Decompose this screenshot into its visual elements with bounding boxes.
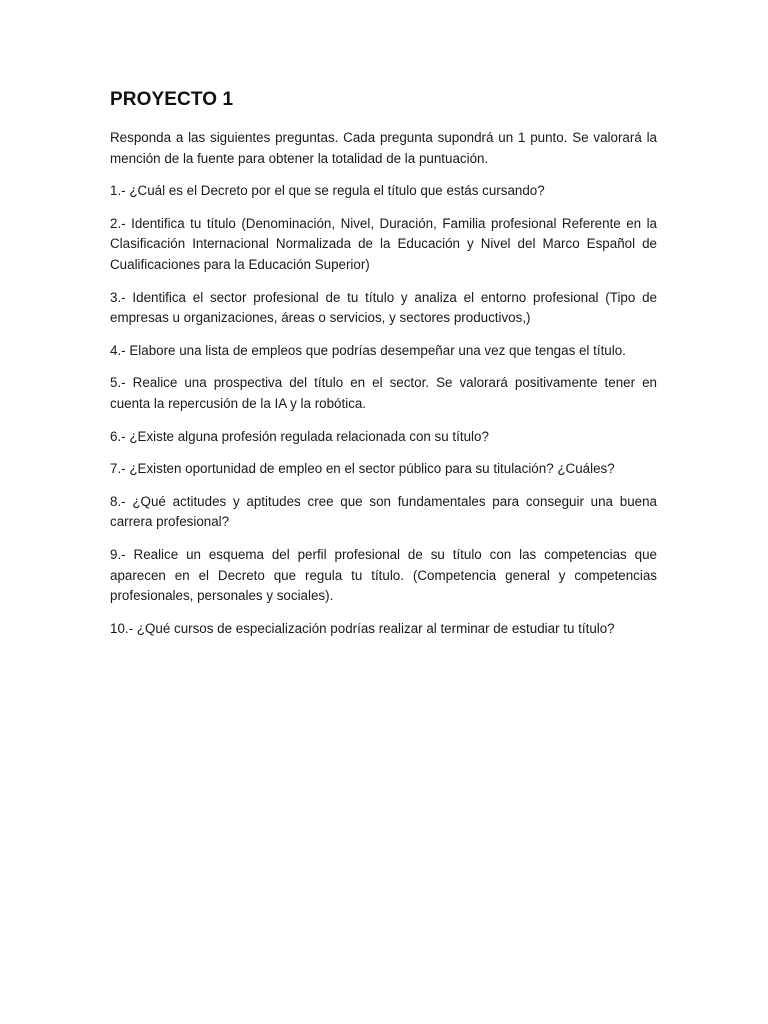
question-3: 3.- Identifica el sector profesional de tu título y analiza el entorno profesional (Tipo de empresas u organizaciones, áreas o servicios, y sectores productivos,) <box>110 289 657 326</box>
intro-paragraph: Responda a las siguientes preguntas. Cada pregunta supondrá un 1 punto. Se valorará la mención de la fuente para obtener la totalidad de la puntuación. <box>110 130 657 166</box>
question-4: 4.- Elabore una lista de empleos que podrías desempeñar una vez que tengas el título. <box>110 342 626 358</box>
document-title: PROYECTO 1 <box>110 89 234 110</box>
question-5: 5.- Realice una prospectiva del título en el sector. Se valorará positivamente tener en cuenta la repercusión de la IA y la robótica. <box>110 375 657 411</box>
question-10: 10.- ¿Qué cursos de especialización podrías realizar al terminar de estudiar tu título? <box>110 620 615 636</box>
question-2: 2.- Identifica tu título (Denominación, Nivel, Duración, Familia profesional Referente en la Clasificación Internacional Normalizada de la Educación y Nivel del Marco Español de Cualificaciones para la Educación Superior) <box>110 215 657 272</box>
question-7: 7.- ¿Existen oportunidad de empleo en el sector público para su titulación? ¿Cuáles? <box>110 461 615 477</box>
question-1: 1.- ¿Cuál es el Decreto por el que se regula el título que estás cursando? <box>110 183 545 199</box>
question-6: 6.- ¿Existe alguna profesión regulada relacionada con su título? <box>110 428 489 444</box>
question-8: 8.- ¿Qué actitudes y aptitudes cree que son fundamentales para conseguir una buena carrera profesional? <box>110 493 657 530</box>
question-9: 9.- Realice un esquema del perfil profesional de su título con las competencias que aparecen en el Decreto que regula tu título. (Competencia general y competencias profesionales, personales y sociales). <box>110 546 657 604</box>
document-page <box>110 86 657 651</box>
